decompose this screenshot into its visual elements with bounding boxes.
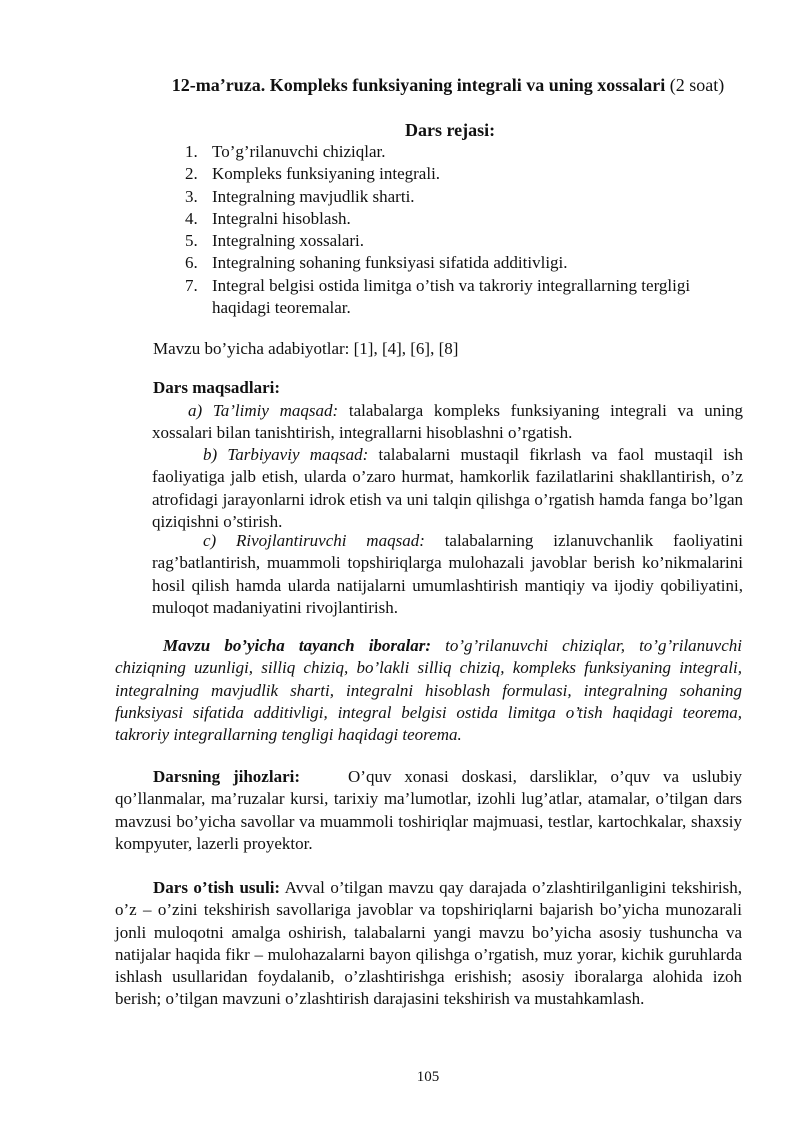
goal-developmental-text: talabalarning izlanuvchanlik faoliyatini rag’batlantirish, muammoli topshiriqlarga mulohazali javoblar berish ko’nikmalarini hosil qilish hamda ularda natijalarni umumlashtirish mantiqiy va ijodiy qobiliyatini, muloqot madaniyatini rivojlantirish. xyxy=(152,531,743,617)
goals-heading: Dars maqsadlari: xyxy=(153,378,281,397)
plan-item-number: 2. xyxy=(185,164,198,184)
equipment-text: O’quv xonasi doskasi, darsliklar, o’quv va uslubiy qo’llanmalar, ma’ruzalar kursi, tarixiy ma’lumotlar, izohli lug’atlar, atamalar, o’tilgan dars mavzusi bo’yicha savollar va muammoli toshiriqlar majmuasi, testlar, kartochkalar, shaxsiy kompyuter, lazerli proyektor. xyxy=(115,767,743,853)
plan-heading: Dars rejasi: xyxy=(405,120,496,140)
keywords-paragraph xyxy=(115,635,742,746)
plan-item-number: 4. xyxy=(185,208,198,228)
goal-upbringing-text: talabalarni mustaqil fikrlash va faol mustaqil ish faoliyatiga jalb etish, ularda o’zaro hurmat, hamkorlik fazilatlarini shakllantirish, o’z atrofidagi jarayonlarni idrok etish va uni talqin qilishga o’rgatish hamda fanga bo’lgan qiziqishni o’stirish. xyxy=(152,445,743,531)
plan-item xyxy=(185,208,745,230)
plan-item xyxy=(185,275,745,320)
lecture-title-bold: 12-ma’ruza. Kompleks funksiyaning integrali va uning xossalari xyxy=(171,75,666,95)
method-text: Avval o’tilgan mavzu qay darajada o’zlashtirilganligini tekshirish, o’z – o’zini tekshirish savollariga javoblar va topshiriqlarni bajarish bo’yicha munozarali jonli muloqotni amalga oshirish, talabalarni yangi mavzu bo’yicha asosiy tushuncha va natijalar haqida fikr – mulohazalarni bayon qilishga o’rgatish, muz yorar, kichik guruhlarda ishlash usullaridan foydalanib, o’zlashtirishga erishish; asosiy iboralarga alohida izoh berish; o’tilgan mavzuni o’zlashtirish darajasini tekshirish va mustahkamlash. xyxy=(115,878,743,1009)
plan-item xyxy=(185,230,745,252)
literature-line: Mavzu bo’yicha adabiyotlar: [1], [4], [6], [8] xyxy=(153,339,459,358)
plan-item-number: 3. xyxy=(185,186,198,206)
plan-item-text: Integralni hisoblash. xyxy=(212,208,351,228)
goal-developmental-label: c) Rivojlantiruvchi maqsad: xyxy=(203,531,425,550)
plan-item xyxy=(185,163,745,185)
goal-upbringing xyxy=(152,444,743,533)
plan-item xyxy=(185,186,745,208)
goal-educational-text: talabalarga kompleks funksiyaning integrali va uning xossalari bilan tanishtirish, integrallarni hisoblashni o’rgatish. xyxy=(152,401,743,443)
method-paragraph xyxy=(115,877,742,1011)
plan-item xyxy=(185,252,745,274)
method-label: Dars o’tish usuli: xyxy=(153,878,281,897)
plan-item-number: 5. xyxy=(185,231,198,251)
plan-item-text: Integralning sohaning funksiyasi sifatida additivligi. xyxy=(212,253,568,273)
plan-item-text: To’g’rilanuvchi chiziqlar. xyxy=(212,142,386,161)
plan-item-number: 1. xyxy=(185,142,198,161)
plan-item-text: Integral belgisi ostida limitga o’tish va takroriy integrallarning tergligi haqidagi teoremalar. xyxy=(212,275,691,318)
goal-educational-label: a) Ta’limiy maqsad: xyxy=(188,401,339,420)
lecture-title xyxy=(0,74,800,96)
keywords-label: Mavzu bo’yicha tayanch iboralar: xyxy=(163,636,432,655)
page-number: 105 xyxy=(416,1069,440,1085)
plan-list xyxy=(185,141,745,319)
goal-upbringing-label: b) Tarbiyaviy maqsad: xyxy=(203,445,369,464)
plan-item-number: 6. xyxy=(185,253,198,273)
equipment-paragraph xyxy=(115,766,742,855)
goal-developmental xyxy=(152,530,743,619)
plan-item-text: Integralning mavjudlik sharti. xyxy=(212,186,415,206)
equipment-label: Darsning jihozlari: xyxy=(153,767,301,786)
plan-item-text: Kompleks funksiyaning integrali. xyxy=(212,164,441,184)
keywords-text: to’g’rilanuvchi chiziqlar, to’g’rilanuvchi chiziqning uzunligi, silliq chiziq, bo’lakli silliq chiziq, kompleks funksiyaning integrali, integralning mavjudlik sharti, integralni hisoblash formulasi, integralning sohaning funksiyasi sifatida additivligi, integral belgisi ostida limitga o’tish haqidagi teorema, takroriy integrallarning tengligi haqidagi teorema. xyxy=(115,636,742,745)
plan-item xyxy=(185,141,745,163)
plan-item-text: Integralning xossalari. xyxy=(212,231,365,251)
plan-item-number: 7. xyxy=(185,275,198,295)
lecture-title-duration: (2 soat) xyxy=(665,75,725,95)
goal-educational xyxy=(152,400,743,445)
